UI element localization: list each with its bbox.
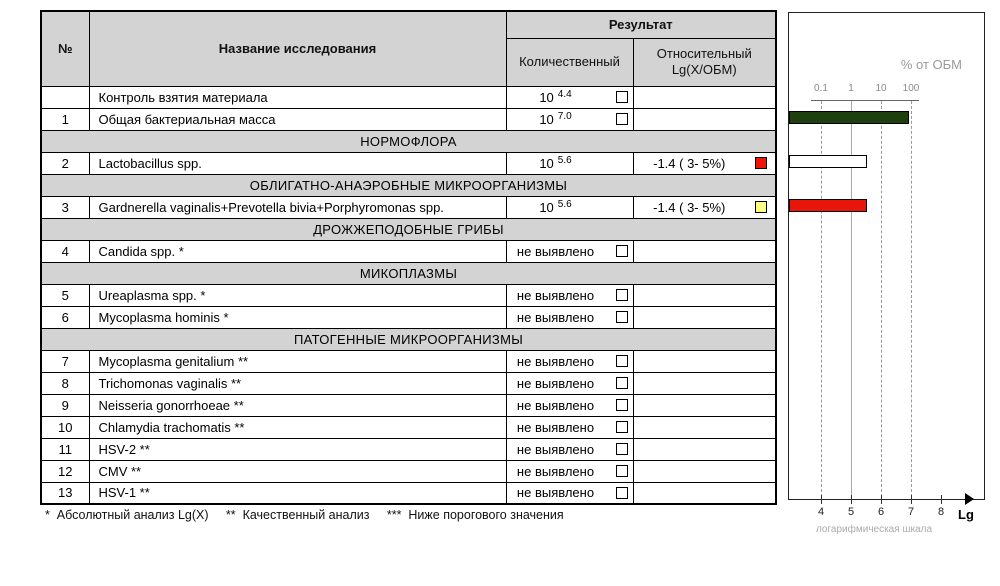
col-header-number: № bbox=[41, 11, 89, 86]
result-row bbox=[41, 482, 776, 504]
value-base: 10 bbox=[539, 111, 554, 127]
quantitative-value: не выявлено bbox=[516, 353, 595, 369]
quantitative-value: не выявлено bbox=[516, 463, 595, 479]
relative-result bbox=[633, 350, 776, 372]
bottom-axis-tick-label: 4 bbox=[817, 506, 825, 518]
relative-result bbox=[633, 372, 776, 394]
chart-bar bbox=[789, 155, 867, 168]
result-checkbox[interactable] bbox=[616, 399, 628, 411]
chart-bar bbox=[789, 199, 867, 212]
relative-result bbox=[633, 482, 776, 504]
quantitative-result bbox=[506, 240, 633, 262]
result-row bbox=[41, 438, 776, 460]
test-name: Chlamydia trachomatis ** bbox=[89, 416, 506, 438]
quantitative-value bbox=[539, 156, 571, 171]
test-name: Candida spp. * bbox=[89, 240, 506, 262]
status-marker bbox=[755, 201, 767, 213]
quantitative-value: не выявлено bbox=[516, 243, 595, 259]
chart-bar bbox=[789, 111, 909, 124]
top-axis-tick-label: 100 bbox=[902, 83, 920, 94]
quantitative-result bbox=[506, 416, 633, 438]
test-name: Trichomonas vaginalis ** bbox=[89, 372, 506, 394]
section-label: ОБЛИГАТНО-АНАЭРОБНЫЕ МИКРООРГАНИЗМЫ bbox=[41, 174, 776, 196]
test-name: HSV-2 ** bbox=[89, 438, 506, 460]
relative-result bbox=[633, 460, 776, 482]
section-header-row bbox=[41, 218, 776, 240]
relative-value: -1.4 ( 3- 5%) bbox=[653, 155, 726, 171]
result-checkbox[interactable] bbox=[616, 289, 628, 301]
chart-top-axis-line bbox=[811, 100, 919, 101]
section-label: ДРОЖЖЕПОДОБНЫЕ ГРИБЫ bbox=[41, 218, 776, 240]
quantitative-result bbox=[506, 306, 633, 328]
row-number: 7 bbox=[41, 350, 89, 372]
result-row bbox=[41, 152, 776, 174]
quantitative-result bbox=[506, 86, 633, 108]
result-row bbox=[41, 108, 776, 130]
quantitative-value: не выявлено bbox=[516, 441, 595, 457]
col-header-relative-line2: Lg(X/ОБМ) bbox=[671, 62, 737, 77]
value-exponent: 5.6 bbox=[557, 198, 572, 210]
row-number: 4 bbox=[41, 240, 89, 262]
result-row bbox=[41, 460, 776, 482]
result-row bbox=[41, 196, 776, 218]
value-base: 10 bbox=[539, 89, 554, 105]
test-name: Mycoplasma genitalium ** bbox=[89, 350, 506, 372]
bottom-axis-tick bbox=[881, 495, 882, 504]
test-name: Gardnerella vaginalis+Prevotella bivia+Porphyromonas spp. bbox=[89, 196, 506, 218]
bottom-axis-tick-label: 7 bbox=[907, 506, 915, 518]
relative-result bbox=[633, 86, 776, 108]
relative-result bbox=[633, 438, 776, 460]
quantitative-value bbox=[539, 200, 571, 215]
result-checkbox[interactable] bbox=[616, 443, 628, 455]
section-header-row bbox=[41, 328, 776, 350]
col-header-relative bbox=[633, 38, 776, 86]
quantitative-result bbox=[506, 196, 633, 218]
result-row bbox=[41, 350, 776, 372]
relative-result bbox=[633, 152, 776, 174]
value-exponent: 5.6 bbox=[557, 154, 572, 166]
quantitative-result bbox=[506, 372, 633, 394]
quantitative-result bbox=[506, 284, 633, 306]
chart-gridline bbox=[911, 101, 912, 497]
bottom-axis-tick bbox=[941, 495, 942, 504]
chart-plot-area bbox=[788, 12, 985, 500]
row-number: 11 bbox=[41, 438, 89, 460]
section-label: НОРМОФЛОРА bbox=[41, 130, 776, 152]
results-table bbox=[40, 10, 777, 505]
row-number: 1 bbox=[41, 108, 89, 130]
bottom-axis-tick bbox=[821, 495, 822, 504]
relative-result bbox=[633, 306, 776, 328]
row-number: 12 bbox=[41, 460, 89, 482]
result-checkbox[interactable] bbox=[616, 377, 628, 389]
quantitative-value: не выявлено bbox=[516, 485, 595, 501]
footnote: * Абсолютный анализ Lg(X) ** Качественный анализ *** Ниже порогового значения bbox=[45, 508, 564, 522]
relative-result bbox=[633, 394, 776, 416]
quantitative-result bbox=[506, 108, 633, 130]
relative-value: -1.4 ( 3- 5%) bbox=[653, 199, 726, 215]
result-row bbox=[41, 416, 776, 438]
status-marker bbox=[755, 157, 767, 169]
quantitative-result bbox=[506, 152, 633, 174]
relative-result bbox=[633, 416, 776, 438]
quantitative-value: не выявлено bbox=[516, 375, 595, 391]
section-header-row bbox=[41, 262, 776, 284]
col-header-quantitative: Количественный bbox=[506, 38, 633, 86]
quantitative-value: не выявлено bbox=[516, 309, 595, 325]
test-name: Neisseria gonorrhoeae ** bbox=[89, 394, 506, 416]
chart-bottom-axis-arrow-icon bbox=[965, 493, 974, 505]
quantitative-result bbox=[506, 438, 633, 460]
row-number: 2 bbox=[41, 152, 89, 174]
col-header-relative-line1: Относительный bbox=[656, 45, 752, 61]
result-checkbox[interactable] bbox=[616, 311, 628, 323]
quantitative-result bbox=[506, 394, 633, 416]
test-name: CMV ** bbox=[89, 460, 506, 482]
row-number: 5 bbox=[41, 284, 89, 306]
relative-result bbox=[633, 196, 776, 218]
result-row bbox=[41, 306, 776, 328]
result-checkbox[interactable] bbox=[616, 91, 628, 103]
value-base: 10 bbox=[539, 155, 554, 171]
bottom-axis-tick-label: 6 bbox=[877, 506, 885, 518]
test-name: Общая бактериальная масса bbox=[89, 108, 506, 130]
row-number: 10 bbox=[41, 416, 89, 438]
table-header-row-1 bbox=[41, 11, 776, 38]
chart-panel bbox=[788, 12, 985, 557]
row-number: 6 bbox=[41, 306, 89, 328]
top-axis-tick-label: 1 bbox=[848, 83, 854, 94]
bottom-axis-tick bbox=[851, 495, 852, 504]
result-checkbox[interactable] bbox=[616, 355, 628, 367]
result-row bbox=[41, 240, 776, 262]
row-number: 13 bbox=[41, 482, 89, 504]
chart-scale-caption: логарифмическая шкала bbox=[815, 524, 933, 535]
test-name: Lactobacillus spp. bbox=[89, 152, 506, 174]
chart-gridline bbox=[881, 101, 882, 497]
result-row bbox=[41, 284, 776, 306]
chart-top-axis-title: % от ОБМ bbox=[900, 57, 962, 72]
value-exponent: 4.4 bbox=[557, 88, 572, 100]
quantitative-result bbox=[506, 350, 633, 372]
relative-result bbox=[633, 240, 776, 262]
result-row bbox=[41, 86, 776, 108]
quantitative-result bbox=[506, 482, 633, 504]
bottom-axis-tick bbox=[911, 495, 912, 504]
chart-bottom-axis-title: Lg bbox=[958, 507, 974, 522]
quantitative-value bbox=[539, 90, 571, 105]
top-axis-tick-label: 0.1 bbox=[814, 83, 828, 94]
quantitative-value: не выявлено bbox=[516, 397, 595, 413]
relative-result bbox=[633, 108, 776, 130]
test-name: Mycoplasma hominis * bbox=[89, 306, 506, 328]
row-number bbox=[41, 86, 89, 108]
value-exponent: 7.0 bbox=[557, 110, 572, 122]
result-row bbox=[41, 372, 776, 394]
section-label: ПАТОГЕННЫЕ МИКРООРГАНИЗМЫ bbox=[41, 328, 776, 350]
row-number: 9 bbox=[41, 394, 89, 416]
section-header-row bbox=[41, 130, 776, 152]
result-checkbox[interactable] bbox=[616, 465, 628, 477]
row-number: 3 bbox=[41, 196, 89, 218]
test-name: Ureaplasma spp. * bbox=[89, 284, 506, 306]
bottom-axis-tick-label: 8 bbox=[937, 506, 945, 518]
result-row bbox=[41, 394, 776, 416]
top-axis-tick-label: 10 bbox=[875, 83, 887, 94]
quantitative-value: не выявлено bbox=[516, 419, 595, 435]
test-name: HSV-1 ** bbox=[89, 482, 506, 504]
quantitative-value bbox=[539, 112, 571, 127]
test-name: Контроль взятия материала bbox=[89, 86, 506, 108]
section-label: МИКОПЛАЗМЫ bbox=[41, 262, 776, 284]
result-checkbox[interactable] bbox=[616, 487, 628, 499]
result-checkbox[interactable] bbox=[616, 113, 628, 125]
value-base: 10 bbox=[539, 199, 554, 215]
result-checkbox[interactable] bbox=[616, 421, 628, 433]
section-header-row bbox=[41, 174, 776, 196]
row-number: 8 bbox=[41, 372, 89, 394]
col-header-test-name: Название исследования bbox=[89, 11, 506, 86]
result-checkbox[interactable] bbox=[616, 245, 628, 257]
col-header-result: Результат bbox=[506, 11, 776, 38]
quantitative-result bbox=[506, 460, 633, 482]
bottom-axis-tick-label: 5 bbox=[847, 506, 855, 518]
relative-result bbox=[633, 284, 776, 306]
quantitative-value: не выявлено bbox=[516, 287, 595, 303]
